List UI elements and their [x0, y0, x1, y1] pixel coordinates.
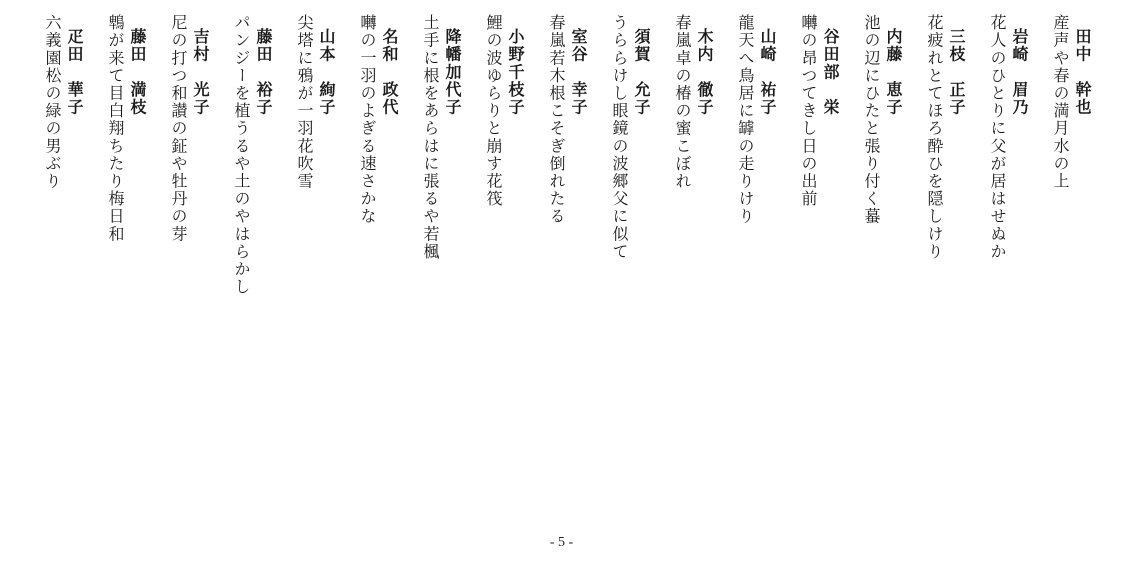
haiku-entry [280, 14, 342, 344]
author-name: 吉村 光子 [191, 28, 210, 116]
haiku-text: 花疲れとてほろ酔ひを隠しけり [925, 14, 944, 261]
haiku-text: 土手に根をあらはに張るや若楓 [421, 14, 440, 261]
haiku-entry [532, 14, 594, 344]
author-name: 疋田 華子 [65, 28, 84, 116]
author-name: 山本 絢子 [317, 28, 336, 116]
author-name: 木内 徹子 [695, 28, 714, 116]
haiku-text: 六義園松の緑の男ぶり [43, 14, 62, 190]
author-name: 降幡加代子 [443, 28, 462, 116]
author-name: 三枝 正子 [947, 28, 966, 116]
haiku-entry [469, 14, 531, 344]
author-name: 藤田 裕子 [254, 28, 273, 116]
author-name: 藤田 満枝 [128, 28, 147, 116]
haiku-entry [784, 14, 846, 344]
author-name: 小野千枝子 [506, 28, 525, 116]
author-name: 山崎 祐子 [758, 28, 777, 116]
haiku-text: 産声や春の満月水の上 [1051, 14, 1070, 190]
author-name: 田中 幹也 [1073, 28, 1092, 116]
haiku-entry [847, 14, 909, 344]
haiku-entry [91, 14, 153, 344]
haiku-text: 鵯が来て目白翔ちたり梅日和 [106, 14, 125, 243]
author-name: 須賀 允子 [632, 28, 651, 116]
author-name: 岩崎 眉乃 [1010, 28, 1029, 116]
haiku-text: うららけし眼鏡の波郷父に似て [610, 14, 629, 261]
author-name: 名和 政代 [380, 28, 399, 116]
haiku-text: 花人のひとりに父が居はせぬか [988, 14, 1007, 261]
haiku-text: 囀の一羽のよぎる速さかな [358, 14, 377, 226]
haiku-text: 春嵐卓の椿の蜜こぼれ [673, 14, 692, 190]
page-number: - 5 - [549, 535, 574, 550]
haiku-text: 鯉の波ゆらりと崩す花筏 [484, 14, 503, 208]
haiku-entry [406, 14, 468, 344]
haiku-entry [595, 14, 657, 344]
haiku-entry [154, 14, 216, 344]
haiku-entry [721, 14, 783, 344]
author-name: 内藤 恵子 [884, 28, 903, 116]
haiku-text: 尼の打つ和讃の鉦や牡丹の芽 [169, 14, 188, 243]
author-name: 室谷 幸子 [569, 28, 588, 116]
haiku-entry [658, 14, 720, 344]
haiku-entry [973, 14, 1035, 344]
haiku-text: 池の辺にひたと張り付く蟇 [862, 14, 881, 226]
haiku-text: パンジーを植うるや土のやはらかし [232, 14, 251, 296]
haiku-text: 囀の昂つてきし日の出前 [799, 14, 818, 208]
haiku-entry [910, 14, 972, 344]
haiku-entry [28, 14, 90, 344]
haiku-text: 尖塔に鴉が一羽花吹雪 [295, 14, 314, 190]
haiku-entry [217, 14, 279, 344]
haiku-text: 龍天へ鳥居に罅の走りけり [736, 14, 755, 226]
haiku-text: 春嵐若木根こそぎ倒れたる [547, 14, 566, 226]
haiku-entry [1036, 14, 1098, 344]
author-name: 谷田部 栄 [821, 28, 840, 116]
haiku-entry [343, 14, 405, 344]
